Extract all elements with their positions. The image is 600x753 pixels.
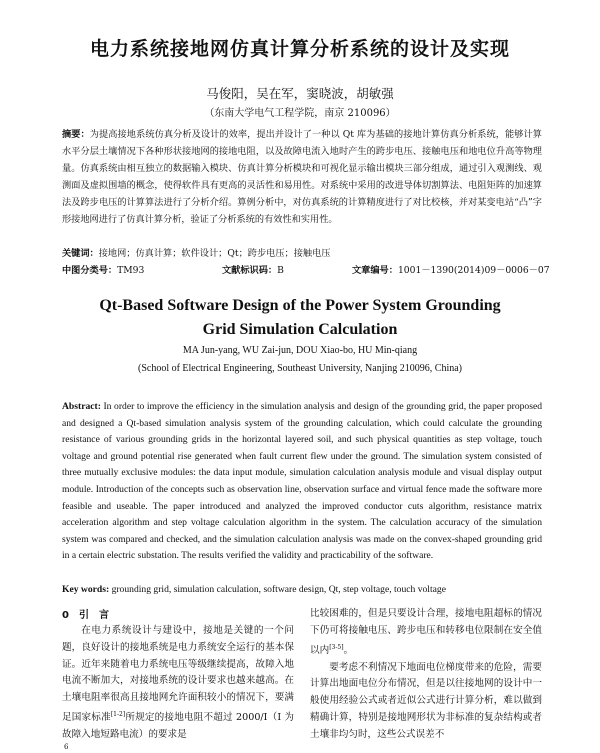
abstract-cn [62, 126, 542, 228]
body-left-text-a: 在电力系统设计与建设中，接地是关键的一个问题，良好设计的接地系统是电力系统安全运行的基本保证。近年来随着电力系统电压等级继续提高，故障入地电流不断加大，对接地系统的设计要求也越来越高。在土壤电阻率很高且接地网允许面积较小的情况下，要满足国家标准 [62, 625, 294, 724]
citation-3-5: [3-5] [329, 643, 344, 651]
affiliation-en: (School of Electrical Engineering, Southeast University, Nanjing 210096, China) [137, 363, 462, 374]
paper-title-en-line2: Grid Simulation Calculation [202, 321, 398, 338]
article-number-label: 文章编号： [352, 265, 398, 276]
page-number: 6 [64, 743, 69, 751]
paper-title-en [0, 294, 600, 342]
doc-code [222, 262, 284, 276]
doc-code-value: B [277, 265, 284, 276]
clc-number [62, 262, 144, 276]
abstract-cn-text: 为提高接地系统仿真分析及设计的效率，提出并设计了一种以 Qt 库为基础的接地计算仿真分析系统，能够计算水平分层土壤情况下各种形状接地网的接地电阻，以及故障电流入地时产生的跨步电压、接触电压和地电位升高等物理量。仿真系统由相互独立的数据输入模块、仿真计算分析模块和可视化显示输出模块三部分组成，通过引入观测线、观测面及虚拟围墙的概念，使得软件具有更高的灵活性和易用性。对系统中采用的改进导体切割算法、电阻矩阵的加速算法及跨步电压的计算算法进行了分析介绍。算例分析中，对仿真系统的计算精度进行了对比校核，并对某变电站“凸”字形接地网进行了仿真计算分析，验证了分析系统的有效性和实用性。 [62, 129, 542, 225]
keywords-en-text: grounding grid, simulation calculation, software design, Qt, step voltage, touch voltage [109, 584, 446, 595]
abstract-en [62, 399, 542, 565]
abstract-cn-label: 摘要： [62, 129, 90, 140]
article-number-value: 1001－1390(2014)09－0006－07 [397, 265, 550, 276]
clc-label: 中图分类号： [62, 265, 118, 276]
abstract-en-text: In order to improve the efficiency in the simulation analysis and design of the grounding grid, the paper proposed and designed a Qt-based simulation analysis system of the grounding calculation, which could calculate the grounding resistance of various grounding grids in the horizontal layered soil, and such physical quantities as step voltage, touch voltage and ground potential rise generated when fault current flew under the ground. The simulation system consisted of three mutually exclusive modules: the data input module, simulation calculation analysis module and visual display output module. Introduction of the concepts such as observation line, observation surface and virtual fence made the software more feasible and useable. The paper introduced and analyzed the improved conductor cuts algorithm, resistance matrix acceleration algorithm and step voltage calculation algorithm in the system. The calculation accuracy of the simulation system was compared and checked, and the simulation calculation analysis was made on the convex-shaped grounding grid in a certain electric substation. The results verified the validity and practicability of the software. [62, 401, 542, 562]
authors-en: MA Jun-yang, WU Zai-jun, DOU Xiao-bo, HU Min-qiang [182, 345, 418, 356]
body-right-paragraph-2: 要考虑不利情况下地面电位梯度带来的危险，需要计算出地面电位分布情况，但是以往接地网的设计中一般使用经验公式或者近似公式进行计算分析，难以做到精确计算，特别是接地网形状为非标准的复杂结构或者土壤非均匀时，这些公式误差不 [310, 661, 542, 740]
body-left-text-b: 所规定的接地电阻不超过 2000/I（I 为故障入地短路电流）的要求是 [62, 712, 295, 740]
keywords-cn [62, 245, 542, 262]
keywords-en-label: Key words: [62, 584, 110, 595]
article-number [352, 262, 550, 276]
section-heading-introduction: 0 引 言 [62, 610, 109, 621]
paper-title-cn: 电力系统接地网仿真计算分析系统的设计及实现 [89, 38, 510, 60]
affiliation-cn: （东南大学电气工程学院，南京 210096） [204, 108, 396, 119]
paper-title-en-line1: Qt-Based Software Design of the Power System Grounding [99, 297, 501, 314]
body-column-left [62, 623, 294, 744]
doc-code-label: 文献标识码： [222, 265, 278, 276]
clc-value: TM93 [117, 265, 145, 276]
body-left-paragraph [62, 623, 294, 744]
keywords-cn-label: 关键词： [62, 248, 99, 259]
citation-1-2: [1-2] [110, 710, 126, 718]
keywords-en [62, 582, 542, 599]
body-right-text-a: 比较困难的，但是只要设计合理，接地电阻超标的情况下仍可将接触电压、跨步电压和转移电位限制在安全值以内 [310, 608, 542, 656]
body-right-text-b: 。 [343, 644, 354, 656]
authors-cn: 马俊阳，吴在军，窦晓波，胡敏强 [206, 86, 394, 101]
body-right-paragraph-1 [310, 606, 542, 660]
body-column-right [310, 606, 542, 744]
abstract-en-label: Abstract: [62, 401, 101, 412]
keywords-cn-text: 接地网；仿真计算；软件设计；Qt；跨步电压；接触电压 [98, 248, 331, 259]
